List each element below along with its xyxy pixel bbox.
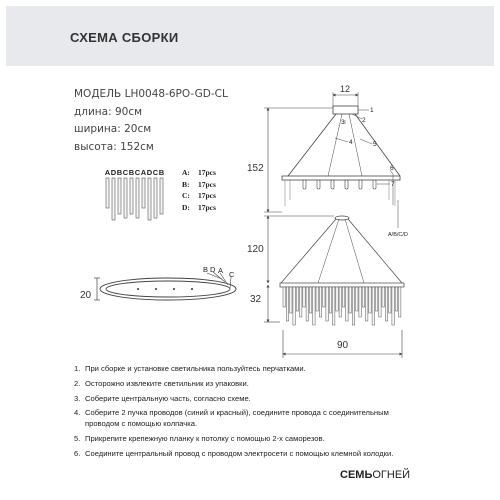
lower-mount (335, 216, 349, 220)
ceiling-plate (333, 106, 358, 114)
step-number: 2. (74, 379, 81, 388)
lower-cable (348, 219, 402, 283)
legend-value: 17pcs (198, 191, 216, 200)
dim-middle-label: 120 (247, 244, 264, 255)
pendant-crystal (372, 287, 374, 325)
pendant-crystal (316, 287, 318, 311)
pendant-crystal (392, 287, 394, 325)
dim-body-label: 32 (250, 294, 262, 305)
legend-value: 17pcs (198, 202, 216, 212)
bulb (345, 180, 348, 189)
step-item (74, 391, 405, 406)
spec-length: длина: 90см (74, 105, 143, 118)
top-view-bulbs (137, 288, 193, 290)
top-view-letter: B (203, 265, 209, 274)
pendant-crystal (375, 287, 377, 311)
crystal-letter: C (134, 168, 141, 177)
top-view-letter: C (229, 270, 235, 279)
pendant-crystal (300, 287, 302, 317)
pendant-crystal (339, 287, 341, 317)
part-number: 2 (362, 117, 366, 124)
step-number: 6. (74, 449, 81, 458)
pendant-crystal (336, 287, 338, 311)
dim-middle (264, 216, 334, 283)
bulb-dot (191, 288, 193, 290)
crystal-rod (142, 178, 145, 208)
bulb (331, 180, 334, 189)
crystal-letters (105, 168, 165, 177)
bulb (359, 180, 362, 189)
page-title: СХЕМА СБОРКИ (70, 30, 179, 45)
pendant-crystal (293, 287, 295, 325)
part-leader (360, 139, 372, 144)
step-number: 1. (74, 364, 81, 373)
pendant-crystals (283, 287, 401, 325)
top-view-dim-depth: 20 (80, 290, 92, 301)
step-item (74, 408, 405, 429)
pendant-crystal (329, 287, 331, 313)
pendant-crystal (379, 287, 381, 317)
pendant-crystal (323, 287, 325, 307)
crystal-rod (118, 178, 121, 214)
bulb-dot (155, 288, 157, 290)
legend-key: A: (182, 168, 190, 177)
part-number: 5 (373, 141, 377, 148)
pendant-crystal (399, 287, 401, 317)
lamp-frame (282, 176, 400, 180)
dim-body (264, 285, 280, 322)
part-number: 7 (391, 181, 395, 188)
step-text: При сборке и установке светильника пользуйтесь перчатками. (85, 364, 306, 373)
pendant-crystal (346, 287, 348, 321)
step-item (74, 446, 405, 461)
step-item (74, 376, 405, 391)
bulb (317, 180, 320, 189)
legend-key: D: (182, 202, 190, 212)
step-number: 5. (74, 434, 81, 443)
part-number: 1 (370, 107, 374, 114)
pendant-crystal (313, 287, 315, 325)
pendant-crystal (342, 287, 344, 307)
pendant-crystal (362, 287, 364, 307)
bulb-dot (137, 288, 139, 290)
pendant-crystal (283, 287, 285, 307)
top-view (94, 272, 236, 300)
spec-width: ширина: 20см (74, 123, 152, 135)
lamp-body-top (280, 283, 404, 287)
dim-total (264, 108, 333, 212)
crystal-rod (154, 178, 157, 218)
brand-logo (340, 469, 410, 481)
dim-width-label: 90 (337, 340, 349, 351)
top-view-letter: D (210, 265, 216, 274)
legend-value: 17pcs (198, 168, 216, 177)
model-name: МОДЕЛЬ LH0048-6PO-GD-CL (74, 88, 228, 100)
pendant-crystal (306, 287, 308, 321)
bulb-dot (173, 288, 175, 290)
frame-bulbs (303, 180, 376, 189)
step-item (74, 431, 405, 446)
bulb (303, 180, 306, 189)
pendant-crystal (296, 287, 298, 311)
crystal-rod (112, 178, 115, 220)
dim-total-label: 152 (247, 163, 264, 174)
pendant-crystal (395, 287, 397, 311)
pendant-crystal (366, 287, 368, 321)
bulb (373, 180, 376, 189)
step-number: 4. (74, 408, 81, 417)
pendant-crystal (389, 287, 391, 313)
crystal-letter: B (116, 168, 123, 177)
lower-side-view (280, 216, 404, 287)
crystal-rod (106, 178, 109, 208)
crystal-rod (160, 178, 163, 214)
step-text: Соберите центральную часть, согласно схеме. (85, 394, 251, 403)
pendant-crystal (290, 287, 292, 313)
brand-logo-bold: СЕМЬ (340, 469, 373, 481)
part-number: 6 (390, 165, 394, 172)
pendant-crystal (309, 287, 311, 313)
top-view-inner-ellipse (106, 281, 230, 297)
brand-logo-light: ОГНЕЙ (372, 469, 411, 481)
crystal-rod (148, 178, 151, 220)
legend-value: 17pcs (198, 179, 216, 189)
legend-key: B: (182, 179, 190, 189)
step-text: Соедините центральный провод с проводом электросети с помощью клемной колодки. (85, 449, 394, 458)
spec-height: высота: 152см (74, 140, 154, 153)
crystal-letter: C (152, 168, 159, 177)
step-text: Осторожно извлеките светильник из упаковки. (85, 379, 249, 388)
crystal-callout: A/B/C/D (388, 232, 408, 238)
part-leader (335, 138, 348, 142)
pendant-crystal (382, 287, 384, 307)
pendant-crystal (349, 287, 351, 313)
pendant-crystal (369, 287, 371, 313)
crystal-rod (136, 178, 139, 218)
suspension-cable (288, 114, 336, 176)
side-view (282, 92, 400, 228)
assembly-steps (74, 361, 405, 461)
pendant-crystal (385, 287, 387, 321)
legend-key: C: (182, 191, 190, 200)
crystal-rods (106, 178, 163, 220)
suspension-cable (328, 114, 342, 176)
pendant-crystal (303, 287, 305, 307)
crystal-rod (124, 178, 127, 218)
crystal-letter: B (158, 168, 165, 177)
pendant-crystal (319, 287, 321, 317)
crystal-letter: D (110, 168, 117, 177)
crystal-letter: A (140, 168, 147, 177)
pendant-crystal (356, 287, 358, 311)
part-number: 3 (341, 119, 345, 126)
crystal-letter: D (146, 168, 153, 177)
dim-top-label: 12 (340, 84, 351, 94)
crystal-rod (130, 178, 133, 214)
step-text: Прикрепите крепежную планку к потолку с помощью 2-х саморезов. (85, 434, 325, 443)
pendant-crystal (359, 287, 361, 317)
part-leader (352, 114, 362, 119)
step-text: Соберите 2 пучка проводов (синий и красный), соедините провода с соединительным проводом с помощью колпачка. (85, 408, 389, 428)
step-item (74, 361, 405, 376)
part-number: 4 (349, 139, 353, 146)
pendant-crystal (286, 287, 288, 321)
pendant-crystal (352, 287, 354, 325)
top-view-letter: A (218, 266, 224, 275)
lower-cable (318, 219, 339, 283)
pendant-crystal (333, 287, 335, 325)
crystal-letter: C (122, 168, 129, 177)
lower-cable (281, 219, 336, 283)
lower-cable (345, 219, 364, 283)
crystal-letter: A (104, 168, 111, 177)
step-number: 3. (74, 394, 81, 403)
pendant-crystal (326, 287, 328, 321)
crystal-letter: B (128, 168, 135, 177)
